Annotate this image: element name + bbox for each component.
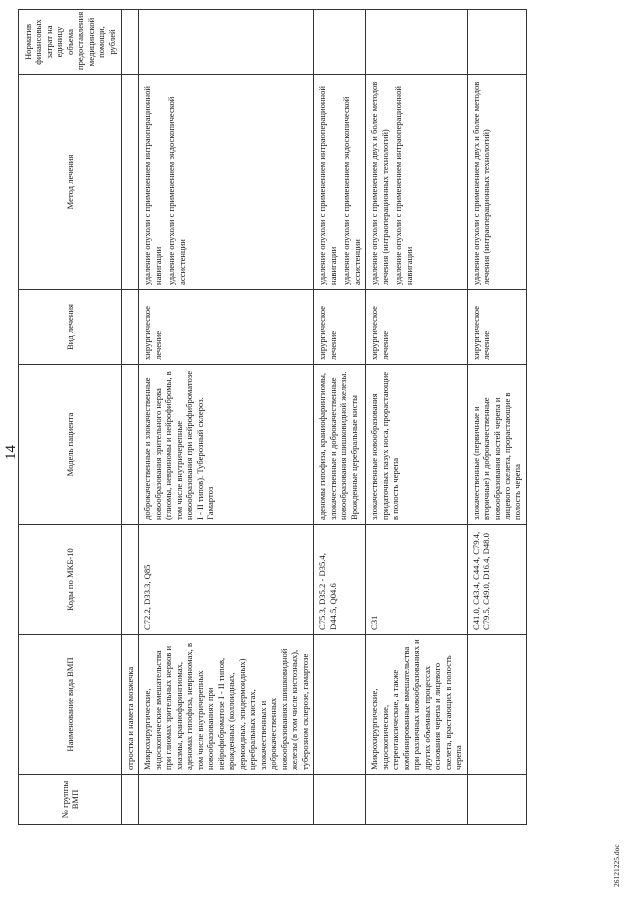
header-treatment-type: Вид лечения [19, 290, 122, 365]
header-row [19, 10, 122, 825]
cell-group-no [366, 775, 467, 825]
method-item: удаление опухоли с применением двух и более методов лечения (интраоперационных технологий) [369, 81, 390, 285]
footer-doc-ref: 26121225.doc [612, 844, 621, 887]
header-icd-codes: Коды по МКБ-10 [19, 525, 122, 635]
cell-method [467, 75, 526, 290]
cell-icd-codes: C75.3, D35.2 - D35.4, D44.5, Q04.6 [314, 525, 366, 635]
cell-norm [314, 10, 366, 75]
cell-vmp-name [314, 635, 366, 775]
cell-patient-model: злокачественные (первичные и вторичные) и доброкачественные новообразования костей черепа и лицевого скелета, прорастающие в полость черепа [467, 365, 526, 525]
cell-method [139, 75, 314, 290]
cell-icd-codes [122, 525, 139, 635]
cell-icd-codes: C31 [366, 525, 467, 635]
cell-treatment-type: хирургическое лечение [366, 290, 467, 365]
cell-norm [122, 10, 139, 75]
cell-norm [366, 10, 467, 75]
cell-treatment-type: хирургическое лечение [314, 290, 366, 365]
table-row [139, 10, 314, 825]
method-item: удаление опухоли с применением интраоперационной навигации [142, 86, 163, 285]
table-row [366, 10, 467, 825]
cell-patient-model: доброкачественные и злокачественные новообразования зрительного нерва (глиомы, невриномы и нейрофибромы, в том числе внутричерепные новообразования при нейрофиброматозе I - II типов). Туберозный склероз. Гамартоз [139, 365, 314, 525]
cell-patient-model [122, 365, 139, 525]
vmp-table [18, 9, 527, 825]
cell-group-no [467, 775, 526, 825]
cell-group-no [314, 775, 366, 825]
cell-vmp-name [467, 635, 526, 775]
cell-norm [139, 10, 314, 75]
page-number: 14 [3, 445, 19, 460]
method-item: удаление опухоли с применением интраоперационной навигации [393, 86, 414, 285]
table-row [122, 10, 139, 825]
cell-vmp-name: отростка и намета мозжечка [122, 635, 139, 775]
header-group-no: № группы ВМП [19, 775, 122, 825]
cell-patient-model: аденомы гипофиза, краниофарингиомы, злокачественные и доброкачественные новообразования шишковидной железы. Врожденные церебральные кисты [314, 365, 366, 525]
cell-icd-codes: C72.2, D33.3, Q85 [139, 525, 314, 635]
cell-icd-codes: C41.0, C43.4, C44.4, C79.4, C79.5, C49.0, D16.4, D48.0 [467, 525, 526, 635]
header-patient-model: Модель пациента [19, 365, 122, 525]
cell-method [314, 75, 366, 290]
method-item: удаление опухоли с применением двух и более методов лечения (интраоперационных технологий) [470, 81, 492, 285]
header-method: Метод лечения [19, 75, 122, 290]
cell-group-no [139, 775, 314, 825]
cell-treatment-type [122, 290, 139, 365]
cell-treatment-type: хирургическое лечение [139, 290, 314, 365]
cell-norm [467, 10, 526, 75]
method-item: удаление опухоли с применением эндоскопической ассистенции [166, 96, 187, 285]
header-norm: Норматив финансовых затрат на единицу объема предоставления медицинской помощи, рублей [19, 10, 122, 75]
cell-treatment-type: хирургическое лечение [467, 290, 526, 365]
header-vmp-name: Наименование вида ВМП [19, 635, 122, 775]
cell-method [122, 75, 139, 290]
method-item: удаление опухоли с применением эндоскопической ассистенции [341, 96, 362, 285]
cell-group-no [122, 775, 139, 825]
cell-patient-model: злокачественные новообразования придаточных пазух носа, прорастающие в полость черепа [366, 365, 467, 525]
cell-method [366, 75, 467, 290]
table-row [314, 10, 366, 825]
method-item: удаление опухоли с применением интраоперационной навигации [317, 86, 338, 285]
cell-vmp-name: Микрохирургические, эндоскопические вмешательства при глиомах зрительных нервов и хиазмы, краниофарингиомах, аденомах гипофиза, невриномах, в том числе внутричерепных новообразованиях при нейрофиброматозе I - II типов, врожденных (коллоидных, дермоидных, эпидермоидных) церебральных кистах, злокачественных и доброкачественных новообразованиях шишковидной железы (в том числе кистозных), туберозном склерозе, гамартозе [139, 635, 314, 775]
cell-vmp-name: Микрохирургические, эндоскопические, стереотаксические, а также комбинированные вмешательства при различных новообразованиях и других объемных процессах основания черепа и лицевого скелета, врастающих в полость черепа [366, 635, 467, 775]
table-row [467, 10, 526, 825]
